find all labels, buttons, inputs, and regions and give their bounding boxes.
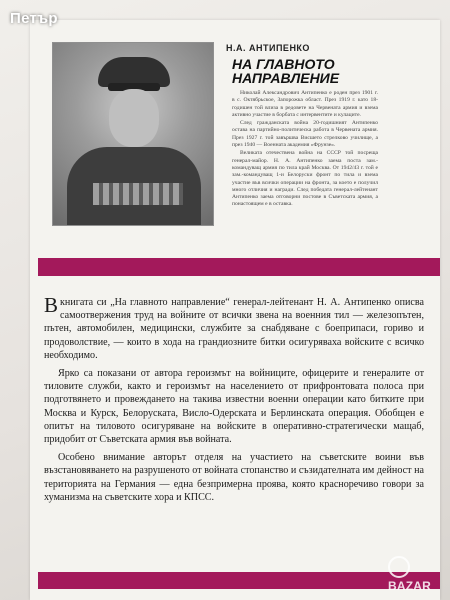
annotation-paragraph-2: Ярко са показани от автора героизмът на войниците, офицерите и генералите от тиловите служби, както и героизмът на населението от прифронтовата полоса при подготвянето и провеждането на такива известни военни операции като битките при Москва и Курск, Белоруската, Висло-Одерската и Берлинската операция. Обобщен е опитът на тиловото осигуряване на войските в оперативно-стратегически мащаб, придобит от Съветската армия във войната. <box>44 368 424 446</box>
bio-paragraph: След гражданската война 20-годишният Антипенко остава на партийно-политическа работа в Червената армия. През 1927 г. той завършва Висшето стрелково училище, а през 1940 — Военната академия «Фрунзе». <box>232 120 378 149</box>
author-biography <box>232 90 378 210</box>
site-watermark <box>388 557 450 593</box>
annotation-paragraph-3: Особено внимание авторът отделя на участието на съветските воини във възстановяването на разрушеното от войната стопанство и съзидателната им дейност на територията на Германия — една безпримерна проява, която красноречиво говори за хуманизма на съветските хора и КПСС. <box>44 452 424 503</box>
book-title <box>232 57 339 85</box>
book-title-line1: НА ГЛАВНОТО <box>232 56 335 72</box>
decorative-stripe-top <box>38 258 440 276</box>
annotation-paragraph-1 <box>44 293 424 362</box>
decorative-stripe-bottom <box>38 572 440 589</box>
annotation-text-1: книгата си „На главното направление“ генерал-лейтенант Н. А. Антипенко описва самоотвержения труд на войните от всички звена на военния тил — железопътен, пътен, автомобилен, медицински, службите за снабдяване с боеприпаси, горивo и продоволствие, — които в хода на грандиозните битки осигуряваха войските с всичко необходимо. <box>44 297 424 361</box>
bio-paragraph: Николай Александрович Антипенко е роден през 1901 г. в с. Октябрьское, Запорожка област. През 1919 г. като 18-годишен той влиза в редовете на Червената армия и взема активно участие в борбата с интервентите и кулаците. <box>232 90 378 118</box>
bio-paragraph: Великата отечествена война на СССР той посреща генерал-майор. Н. А. Антипенко заема поста зам.-командуващ армия по тила край Москва. От 1942/43 г. той е зам.-командуващ 1-и Белоруски фронт по тила и взема участие във всички операции на фронта, за което е получил много отличия и награди. След победата генерал-лейтенант Антипенко заема отговорни постове в Съветската армия, а понастоящем е в оставка. <box>232 150 378 208</box>
book-annotation <box>44 293 424 509</box>
author-portrait <box>52 42 214 226</box>
portrait-medals <box>93 183 183 205</box>
watermark-text: BAZAR <box>388 579 431 593</box>
viewer-username: Петър <box>10 10 58 27</box>
author-name: Н.А. АНТИПЕНКО <box>226 43 310 53</box>
watermark-logo-icon <box>388 556 410 578</box>
book-title-line2: НАПРАВЛЕНИЕ <box>232 70 340 86</box>
portrait-face <box>109 89 159 147</box>
drop-cap: В <box>44 293 59 317</box>
